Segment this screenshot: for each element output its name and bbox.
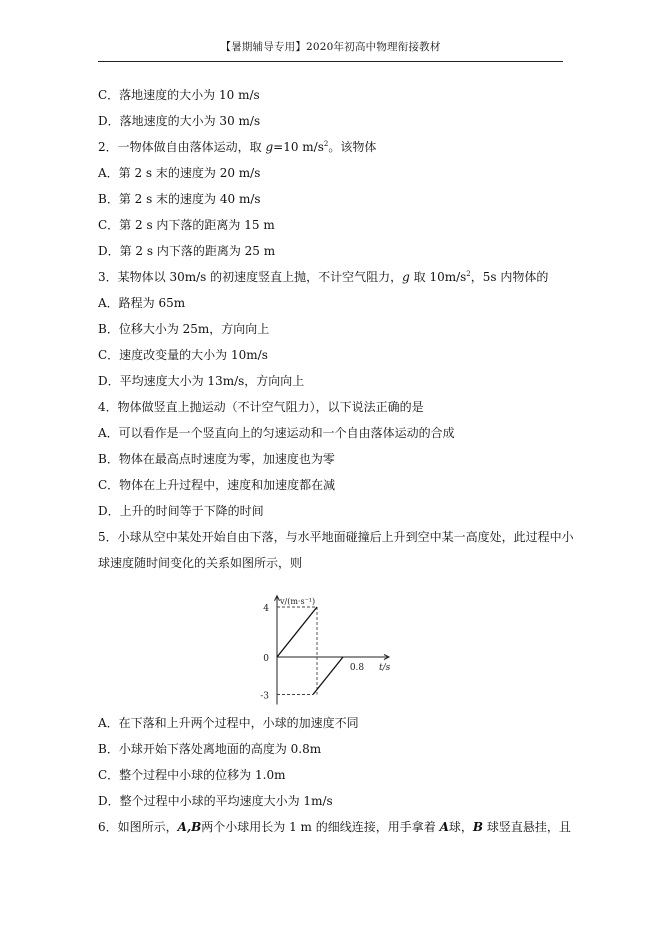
q3-option-c: C．速度改变量的大小为 10m/s — [98, 348, 268, 362]
q3-g: g — [402, 270, 410, 284]
q3-text-a: 3．某物体以 30m/s 的初速度竖直上抛，不计空气阻力， — [98, 270, 403, 284]
q6-text-a: 6．如图所示， — [98, 820, 178, 834]
q6-label-b: B — [191, 820, 202, 834]
q4-option-a: A．可以看作是一个竖直向上的匀速运动和一个自由落体运动的合成 — [98, 426, 455, 440]
page-header: 【暑期辅导专用】2020年初高中物理衔接教材 — [220, 41, 441, 53]
q4-option-c: C．物体在上升过程中，速度和加速度都在减 — [98, 478, 336, 492]
question-2 — [98, 140, 376, 154]
question-5-line2: 球速度随时间变化的关系如图所示，则 — [98, 556, 303, 570]
question-3 — [98, 270, 548, 284]
q3-text-c: ，5s 内物体的 — [470, 270, 549, 284]
q3-sup: 2 — [466, 270, 471, 278]
q3-text-b: 取 10m/s — [409, 270, 467, 284]
q6-text-c: 球， — [448, 820, 473, 834]
q5-option-d: D．整个过程中小球的平均速度大小为 1m/s — [98, 794, 333, 808]
y-tick-4: 4 — [263, 604, 269, 614]
q2-option-b: B．第 2 s 末的速度为 40 m/s — [98, 192, 261, 206]
q5-option-b: B．小球开始下落处离地面的高度为 0.8m — [98, 742, 322, 756]
y-tick-0: 0 — [263, 654, 269, 664]
q2-text-c: 。该物体 — [328, 140, 377, 154]
q2-option-c: C．第 2 s 内下落的距离为 15 m — [98, 218, 275, 232]
q4-option-d: D．上升的时间等于下降的时间 — [98, 504, 264, 518]
q3-option-b: B．位移大小为 25m，方向向上 — [98, 322, 270, 336]
q2-g: g — [265, 140, 274, 154]
question-5-line1: 5．小球从空中某处开始自由下落，与水平地面碰撞后上升到空中某一高度处，此过程中小 — [98, 530, 574, 544]
q5-option-a: A．在下落和上升两个过程中，小球的加速度不同 — [98, 716, 359, 730]
q2-text-a: 2．一物体做自由落体运动，取 — [98, 140, 266, 154]
q3-option-a: A．路程为 65m — [98, 296, 186, 310]
header-rule — [98, 61, 563, 62]
q6-label-b2: B — [472, 820, 484, 834]
y-tick-neg3: -3 — [260, 691, 269, 702]
q5-option-c: C．整个过程中小球的位移为 1.0m — [98, 768, 286, 782]
q6-label-a2: A — [439, 820, 449, 834]
question-6 — [98, 820, 571, 834]
x-tick-0-8: 0.8 — [349, 663, 365, 673]
q6-text-d: 球竖直悬挂，且 — [483, 820, 571, 834]
question-4: 4．物体做竖直上抛运动（不计空气阻力），以下说法正确的是 — [98, 400, 424, 414]
q3-option-d: D．平均速度大小为 13m/s，方向向上 — [98, 374, 305, 388]
q6-text-b: 两个小球用长为 1 m 的细线连接，用手拿着 — [201, 820, 440, 834]
q2-text-b: =10 m/s — [273, 140, 324, 154]
q1-option-d: D．落地速度的大小为 30 m/s — [98, 114, 261, 128]
vt-segment-rise — [313, 657, 343, 695]
x-axis-label: t/s — [379, 663, 391, 673]
vt-chart — [255, 577, 405, 707]
vt-segment-fall — [277, 607, 317, 657]
q6-label-a: A — [177, 820, 187, 834]
y-axis-label: v/(m·s⁻¹) — [280, 596, 316, 606]
q1-option-c: C．落地速度的大小为 10 m/s — [98, 88, 260, 102]
q4-option-b: B．物体在最高点时速度为零，加速度也为零 — [98, 452, 335, 466]
q2-option-d: D．第 2 s 内下落的距离为 25 m — [98, 244, 276, 258]
q2-sup: 2 — [323, 140, 329, 148]
q6-comma: , — [186, 820, 192, 834]
q2-option-a: A．第 2 s 末的速度为 20 m/s — [98, 166, 261, 180]
